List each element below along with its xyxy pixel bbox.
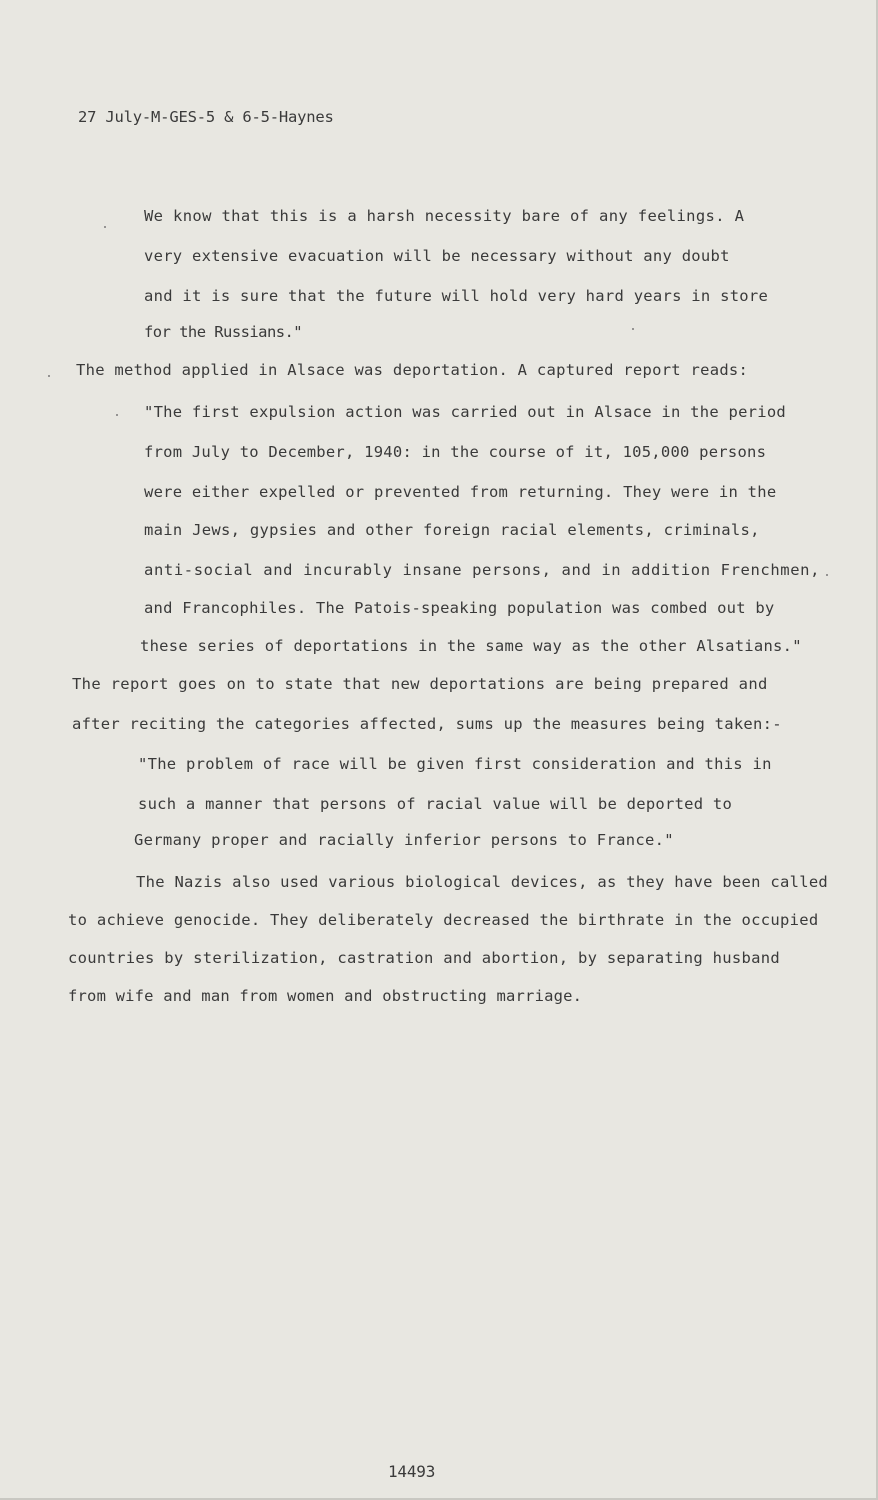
paper-speck [116, 414, 118, 416]
paper-speck [632, 328, 634, 330]
paper-speck [104, 226, 106, 228]
text-line: and it is sure that the future will hold very hard years in store [144, 287, 769, 305]
text-line: Germany proper and racially inferior persons to France." [134, 831, 674, 849]
text-line: from wife and man from women and obstructing marriage. [68, 987, 583, 1005]
text-line: after reciting the categories affected, sums up the measures being taken:- [72, 715, 782, 733]
text-line: these series of deportations in the same way as the other Alsatians." [140, 637, 802, 655]
text-line: and Francophiles. The Patois-speaking population was combed out by [144, 599, 775, 617]
text-line: were either expelled or prevented from returning. They were in the [144, 483, 777, 501]
text-line: to achieve genocide. They deliberately decreased the birthrate in the occupied [68, 911, 819, 929]
paper-speck [48, 375, 50, 377]
text-line: The Nazis also used various biological devices, as they have been called [136, 873, 829, 891]
text-line: countries by sterilization, castration and abortion, by separating husband [68, 949, 781, 967]
text-line: "The first expulsion action was carried out in Alsace in the period [144, 403, 786, 421]
text-line: very extensive evacuation will be necessary without any doubt [144, 247, 730, 265]
text-line: The method applied in Alsace was deportation. A captured report reads: [76, 361, 749, 379]
text-line: for the Russians." [144, 323, 303, 341]
text-line: such a manner that persons of racial value will be deported to [138, 795, 733, 813]
text-line: from July to December, 1940: in the course of it, 105,000 persons [144, 443, 767, 461]
text-line: "The problem of race will be given first consideration and this in [138, 755, 772, 773]
paper-speck [826, 574, 828, 576]
text-line: The report goes on to state that new deportations are being prepared and [72, 675, 768, 693]
text-line: anti-social and incurably insane persons, and in addition Frenchmen, [144, 561, 821, 579]
text-line: We know that this is a harsh necessity bare of any feelings. A [144, 207, 745, 225]
text-line: main Jews, gypsies and other foreign racial elements, criminals, [144, 521, 760, 539]
page-number: 14493 [388, 1462, 436, 1481]
document-header: 27 July-M-GES-5 & 6-5-Haynes [78, 108, 334, 126]
